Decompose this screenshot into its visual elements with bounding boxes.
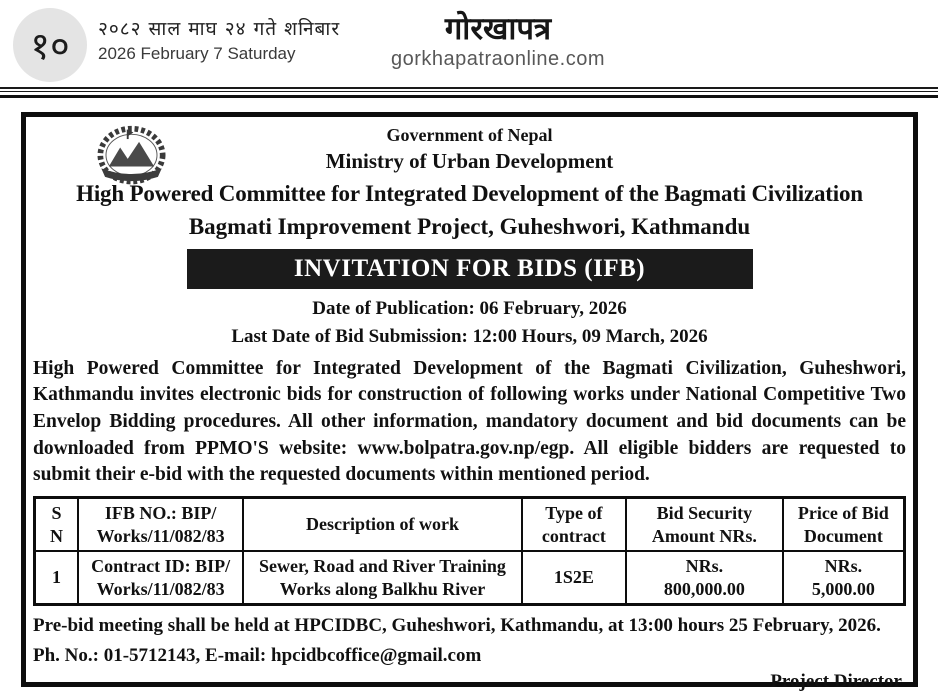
table-row xyxy=(35,551,905,605)
bids-table xyxy=(33,496,906,606)
cell-description: Sewer, Road and River Training Works along Balkhu River xyxy=(243,551,521,605)
submission-deadline: Last Date of Bid Submission: 12:00 Hours, 09 March, 2026 xyxy=(231,325,708,347)
col-header-bid-doc-price: Price of Bid Document xyxy=(783,498,905,552)
ifb-banner xyxy=(187,249,753,289)
masthead-title: गोरखापत्र xyxy=(444,11,552,47)
org-ministry: Ministry of Urban Development xyxy=(325,149,614,174)
cell-sn: 1 xyxy=(35,551,79,605)
masthead-divider xyxy=(0,87,938,100)
col-header-ifb-no: IFB NO.: BIP/ Works/11/082/83 xyxy=(78,498,243,552)
date-block xyxy=(98,17,340,66)
signature-title: Project Director xyxy=(770,670,902,692)
ifb-banner-title: INVITATION FOR BIDS (IFB) xyxy=(293,255,646,283)
masthead-brand xyxy=(383,12,613,71)
org-government: Government of Nepal xyxy=(386,125,553,145)
org-project: Bagmati Improvement Project, Guheshwori, Kathmandu xyxy=(188,214,751,240)
cell-contract-id: Contract ID: BIP/ Works/11/082/83 xyxy=(78,551,243,605)
nepal-emblem-icon xyxy=(84,123,179,191)
cell-bid-doc-price: NRs. 5,000.00 xyxy=(783,551,905,605)
masthead-url: gorkhapatraonline.com xyxy=(391,47,605,70)
col-header-description: Description of work xyxy=(243,498,521,552)
org-committee: High Powered Committee for Integrated Development of the Bagmati Civilization xyxy=(76,181,863,206)
notice-body-paragraph: High Powered Committee for Integrated Development of the Bagmati Civilization, Guheshwori, Kathmandu invites electronic bids for construction of following works under National Competitive Two Envelop Bidding procedures. All other information, mandatory document and bid documents can be downloaded from PPMO'S website: www.bolpatra.gov.np/egp. All eligible bidders are requested to submit their e-bid with the requested documents within mentioned period. xyxy=(33,357,906,486)
page-number: १० xyxy=(30,24,70,68)
publication-date: Date of Publication: 06 February, 2026 xyxy=(312,298,627,320)
cell-contract-type: 1S2E xyxy=(522,551,626,605)
date-nepali: २०८२ साल माघ २४ गते शनिबार xyxy=(98,18,341,40)
invitation-notice xyxy=(21,112,918,692)
page-number-badge xyxy=(13,8,87,82)
masthead xyxy=(0,0,938,88)
col-header-bid-security: Bid Security Amount NRs. xyxy=(626,498,783,552)
col-header-contract-type: Type of contract xyxy=(522,498,626,552)
cell-bid-security: NRs. 800,000.00 xyxy=(626,551,783,605)
date-english: 2026 February 7 Saturday xyxy=(98,43,296,63)
bids-table-header xyxy=(35,498,905,552)
col-header-sn: S N xyxy=(35,498,79,552)
contact-line: Ph. No.: 01-5712143, E-mail: hpcidbcoffice@gmail.com xyxy=(33,644,482,666)
prebid-meeting-line: Pre-bid meeting shall be held at HPCIDBC, Guheshwori, Kathmandu, at 13:00 hours 25 February, 2026. xyxy=(33,615,881,637)
